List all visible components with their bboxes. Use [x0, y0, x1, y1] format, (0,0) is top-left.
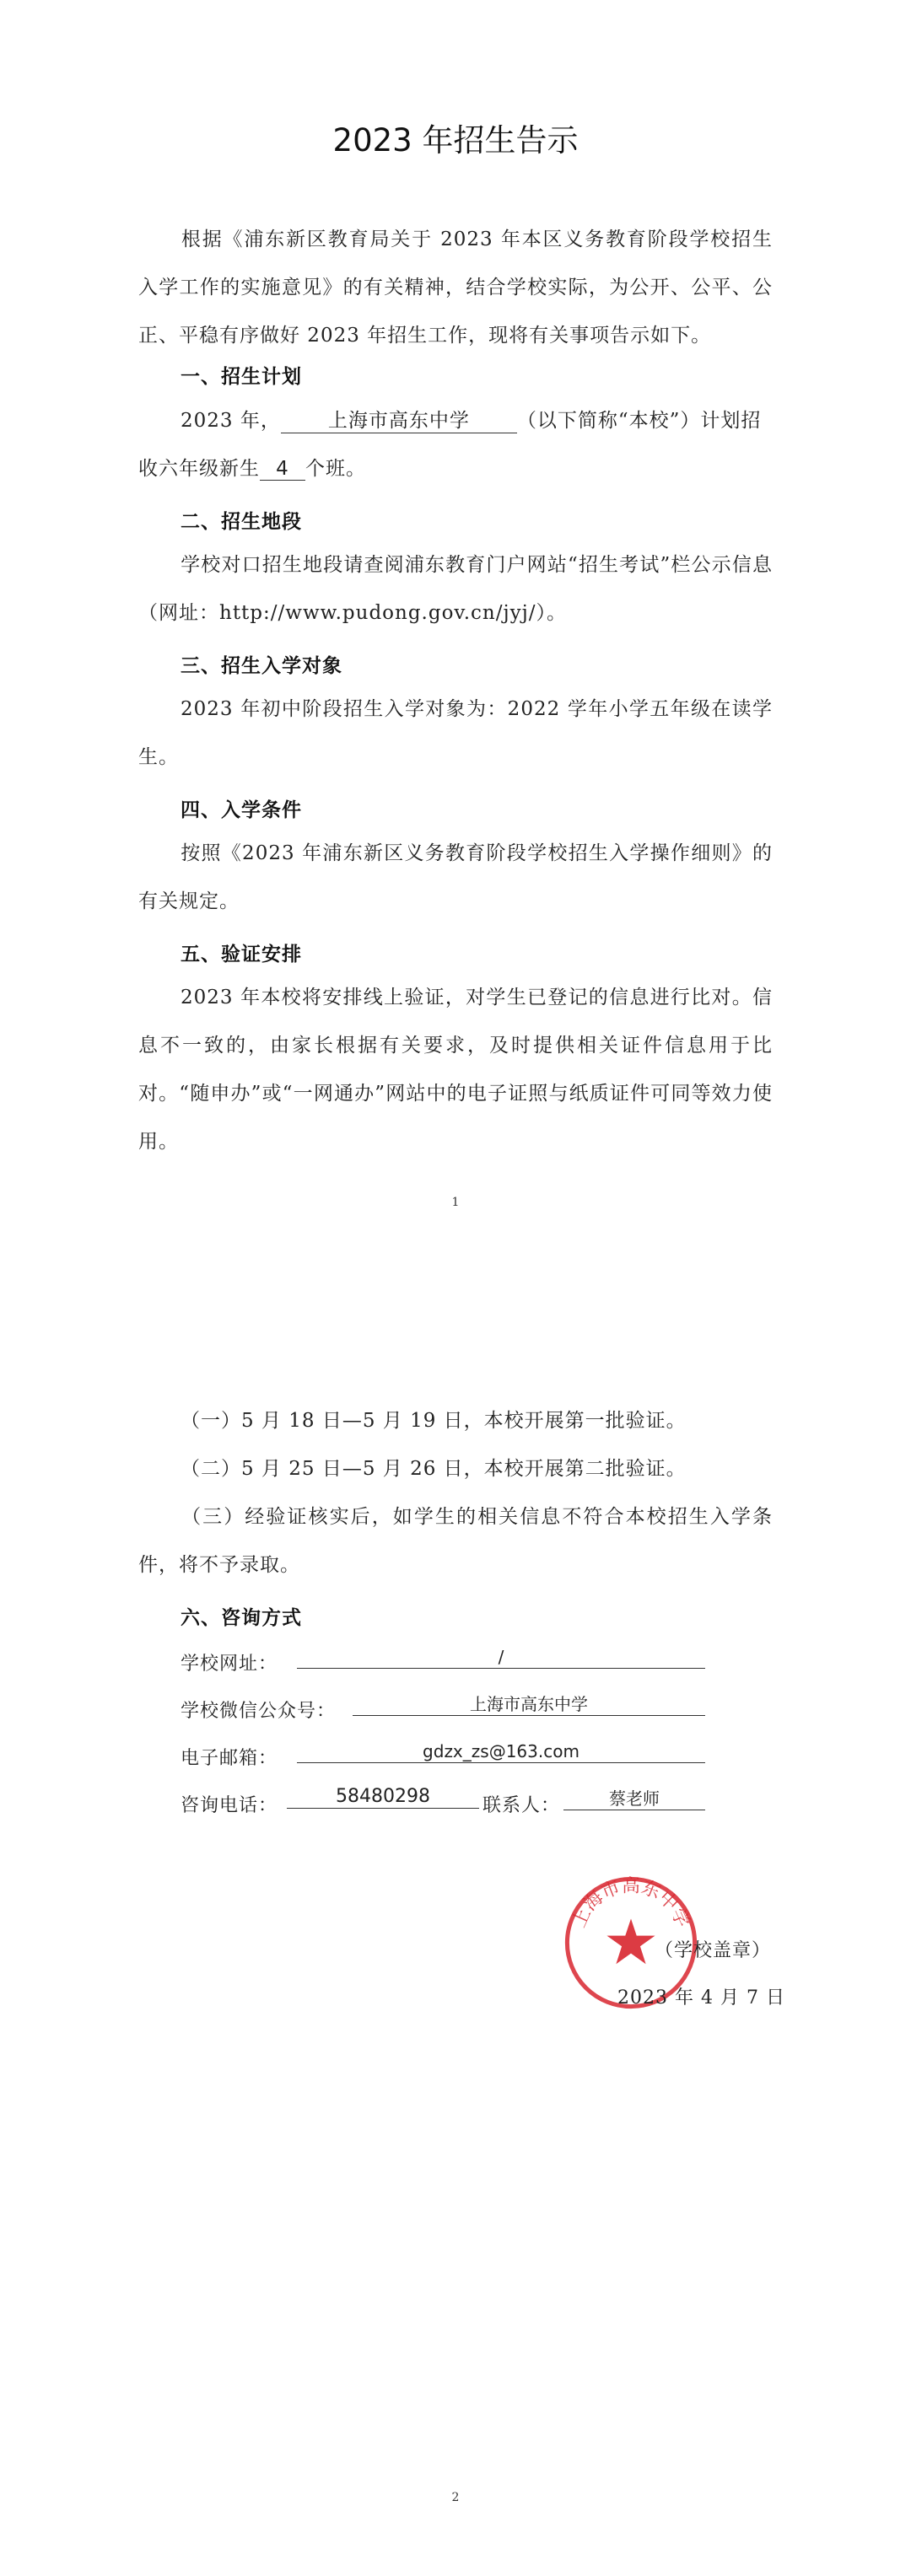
plan-year-prefix: 2023 年， [181, 410, 281, 432]
page-number-2: 2 [451, 2491, 460, 2504]
area-text: 学校对口招生地段请查阅浦东教育门户网站“招生考试”栏公示信息（网址：http://www.pudong.gov.cn/jyj/）。 [138, 554, 773, 624]
school-name-field: 上海市高东中学 [281, 405, 517, 433]
verify-item-2-text: （二）5 月 25 日—5 月 26 日，本校开展第二批验证。 [181, 1458, 687, 1480]
plan-line2-prefix: 收六年级新生 [138, 458, 260, 480]
seal-text: 上海市高东中学 [569, 1875, 693, 1931]
section-heading-area: 二、招生地段 [181, 511, 302, 533]
section-heading-contact: 六、咨询方式 [181, 1607, 302, 1629]
page-title: 2023 年招生告示 [332, 122, 579, 159]
conditions-paragraph [138, 830, 773, 926]
phone-label: 咨询电话： [181, 1795, 278, 1816]
contact-person-label: 联系人： [482, 1795, 561, 1816]
target-paragraph [138, 686, 773, 782]
website-label: 学校网址： [181, 1654, 278, 1675]
target-text: 2023 年初中阶段招生入学对象为：2022 学年小学五年级在读学生。 [138, 698, 773, 768]
website-value: / [297, 1646, 705, 1669]
seal-note: （学校盖章） [655, 1940, 772, 1961]
plan-after-school: （以下简称“本校”）计划招 [516, 410, 762, 432]
section-heading-target: 三、招生入学对象 [181, 655, 342, 677]
seal-star-icon [606, 1918, 655, 1964]
intro-paragraph [138, 216, 773, 360]
section-heading-verify: 五、验证安排 [181, 944, 302, 965]
section-heading-plan: 一、招生计划 [181, 366, 302, 388]
intro-text: 根据《浦东新区教育局关于 2023 年本区义务教育阶段学校招生入学工作的实施意见》的有关精神，结合学校实际，为公开、公平、公正、平稳有序做好 2023 年招生工作，现将有关事项告示如下。 [138, 229, 773, 347]
verify-item-1 [138, 1397, 773, 1445]
wechat-value: 上海市高东中学 [353, 1693, 705, 1716]
phone-value: 58480298 [287, 1786, 479, 1809]
verify-text: 2023 年本校将安排线上验证，对学生已登记的信息进行比对。信息不一致的，由家长根据有关要求，及时提供相关证件信息用于比对。“随申办”或“一网通办”网站中的电子证照与纸质证件可同等效力使用。 [138, 987, 773, 1153]
plan-line-2 [138, 453, 366, 481]
verify-item-3 [138, 1493, 773, 1589]
verify-item-3-text: （三）经验证核实后，如学生的相关信息不符合本校招生入学条件，将不予录取。 [138, 1506, 773, 1576]
section-heading-conditions: 四、入学条件 [181, 799, 302, 821]
verify-item-2 [138, 1445, 773, 1493]
plan-line-1 [181, 405, 761, 433]
verify-item-1-text: （一）5 月 18 日—5 月 19 日，本校开展第一批验证。 [181, 1410, 687, 1432]
email-label: 电子邮箱： [181, 1748, 278, 1769]
conditions-text: 按照《2023 年浦东新区义务教育阶段学校招生入学操作细则》的有关规定。 [138, 842, 773, 912]
email-value: gdzx_zs@163.com [297, 1740, 705, 1763]
page-1 [0, 0, 911, 1265]
class-count-field: 4 [260, 458, 305, 481]
page-2 [0, 1265, 911, 2576]
contact-person-value: 蔡老师 [563, 1788, 705, 1810]
area-paragraph [138, 541, 773, 637]
plan-line2-suffix: 个班。 [305, 458, 366, 480]
verify-paragraph [138, 974, 773, 1166]
wechat-label: 学校微信公众号： [181, 1701, 337, 1722]
notice-date: 2023 年 4 月 7 日 [617, 1987, 785, 2009]
page-number-1: 1 [451, 1196, 460, 1209]
